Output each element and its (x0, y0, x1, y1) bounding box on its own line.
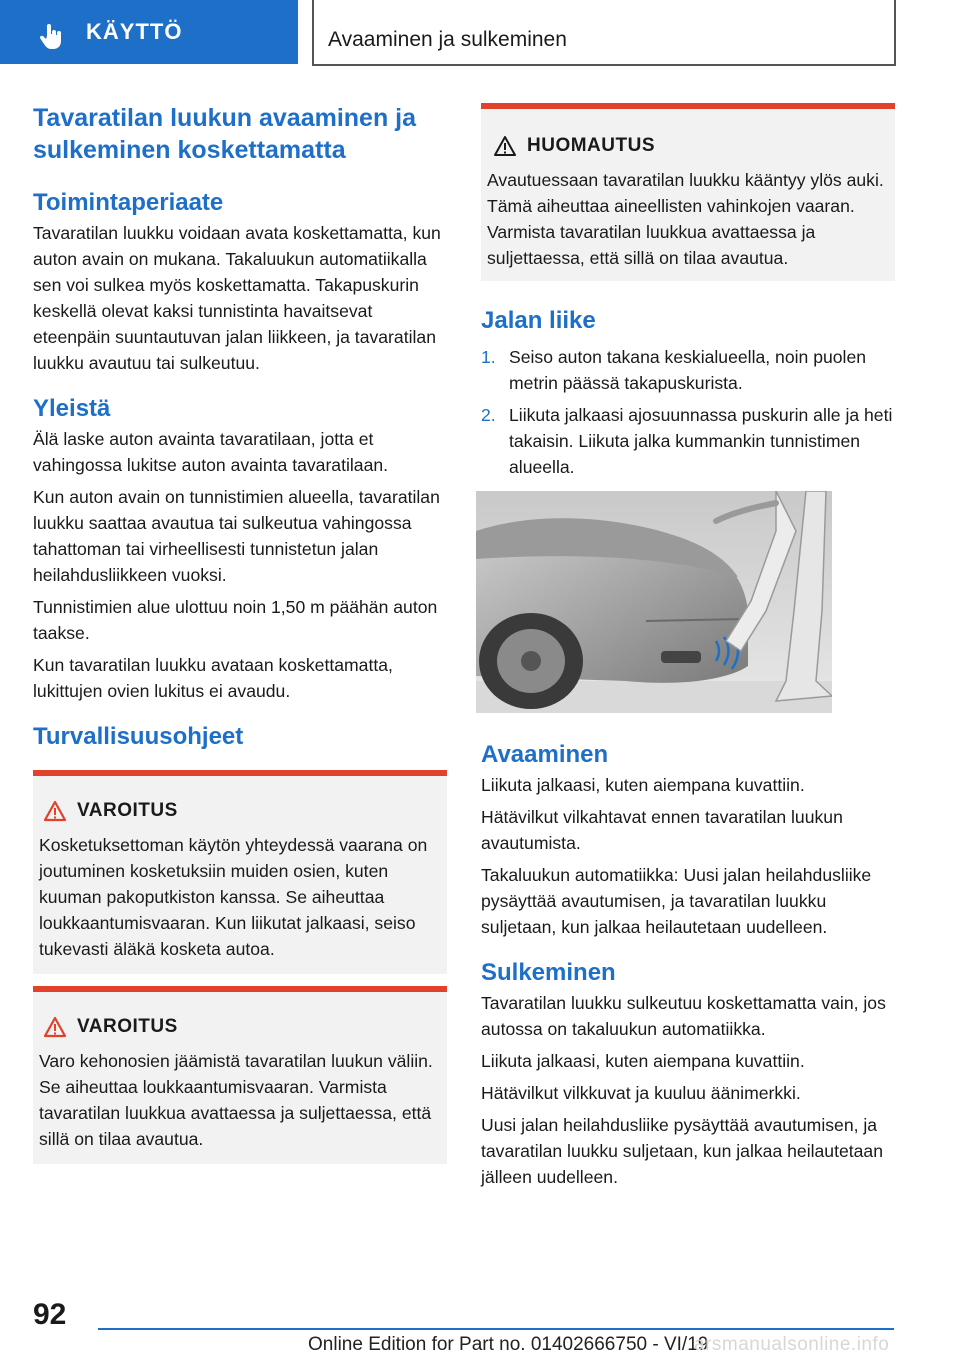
note-title: HUOMAUTUS (527, 135, 655, 156)
footer-rule (98, 1328, 894, 1330)
edition-text: Online Edition for Part no. 01402666750 - VI/19 (308, 1334, 709, 1355)
section-tab (0, 0, 298, 64)
opening-heading: Avaaminen (481, 741, 609, 768)
opening-text-3: Takaluukun automatiikka: Uusi jalan heilahdusliike pysäyttää avautumisen, ja tavaratilan luukku suljetaan, kun jalkaa heilautetaan uudelleen. (481, 865, 872, 937)
general-text-1: Älä laske auton avainta tavaratilaan, jotta et vahingossa lukitse auton avainta tavaratilaan. (33, 429, 389, 475)
closing-text-2: Liikuta jalkaasi, kuten aiempana kuvattiin. (481, 1051, 805, 1071)
closing-heading: Sulkeminen (481, 959, 616, 986)
warning-title: VAROITUS (77, 800, 178, 821)
list-item (481, 344, 897, 396)
warning-text: Kosketuksettoman käytön yhteydessä vaarana on joutuminen kosketuksiin muiden osien, kuten kuuman pakoputkiston kanssa. Se aiheuttaa loukkaantumisvaaran. Kun liikutat jalkaasi, seiso tukevasti äläkä kosketa autoa. (39, 835, 428, 959)
hand-pointer-icon (38, 22, 66, 50)
note-text: Avautuessaan tavaratilan luukku kääntyy ylös auki. Tämä aiheuttaa aineellisten vahinkojen vaaran. Varmista tavaratilan luukkua avattaessa ja suljettaessa, että sillä on tilaa avautua. (487, 170, 884, 268)
list-text: Seiso auton takana keskialueella, noin puolen metrin päässä takapuskurista. (509, 347, 867, 393)
list-item (481, 402, 897, 480)
opening-text-2: Hätävilkut vilkahtavat ennen tavaratilan luukun avautumista. (481, 807, 843, 853)
notice-triangle-icon (493, 135, 517, 157)
safety-heading: Turvallisuusohjeet (33, 723, 244, 750)
warning-text: Varo kehonosien jäämistä tavaratilan luukun väliin. Se aiheuttaa loukkaantumisvaaran. Varmista tavaratilan luukkua avattaessa ja suljettaessa, että sillä on tilaa avautua. (39, 1051, 433, 1149)
general-text-2: Kun auton avain on tunnistimien alueella, tavaratilan luukku saattaa avautua tai sulkeutua vahingossa tahattoman tai virheellisesti tunnistetun jalan heilahdusliikkeen vuoksi. (33, 487, 440, 585)
list-number: 2. (481, 405, 496, 425)
warning-box-2 (33, 986, 447, 1164)
left-column (33, 102, 449, 752)
right-column-lower (481, 740, 897, 1196)
general-heading: Yleistä (33, 395, 111, 422)
list-text: Liikuta jalkaasi ajosuunnassa puskurin alle ja heti takaisin. Liikuta jalka kummankin tunnistimen alueella. (509, 405, 893, 477)
page-header (312, 0, 896, 66)
warning-title: VAROITUS (77, 1016, 178, 1037)
warning-box-1 (33, 770, 447, 974)
general-text-4: Kun tavaratilan luukku avataan koskettamatta, lukittujen ovien lukitus ei avaudu. (33, 655, 393, 701)
closing-text-1: Tavaratilan luukku sulkeutuu koskettamatta vain, jos autossa on takaluukun automatiikka. (481, 993, 886, 1039)
warning-triangle-icon (43, 800, 67, 822)
principle-text: Tavaratilan luukku voidaan avata koskettamatta, kun auton avain on mukana. Takaluukun automatiikalla sen voi sulkea myös koskettamatta. Takapuskurin keskellä olevat kaksi tunnistinta havaitsevat eteenpäin suuntautuvan jalan liikkeen, ja tavaratilan luukku avautuu tai sulkeutuu. (33, 223, 441, 373)
warning-triangle-icon (43, 1016, 67, 1038)
main-title: Tavaratilan luukun avaaminen ja sulkeminen koskettamatta (33, 104, 417, 164)
foot-motion-heading: Jalan liike (481, 307, 596, 334)
car-rear-foot-image (476, 491, 832, 713)
closing-text-4: Uusi jalan heilahdusliike pysäyttää avautumisen, ja tavaratilan luukku suljetaan, kun jalkaa heilautetaan jälleen uudelleen. (481, 1115, 883, 1187)
principle-heading: Toimintaperiaate (33, 189, 224, 216)
general-text-3: Tunnistimien alue ulottuu noin 1,50 m päähän auton taakse. (33, 597, 438, 643)
watermark: arsmanualsonline.info (694, 1334, 890, 1355)
opening-text-1: Liikuta jalkaasi, kuten aiempana kuvattiin. (481, 775, 805, 795)
page-title: Avaaminen ja sulkeminen (328, 28, 567, 51)
list-number: 1. (481, 347, 496, 367)
car-sensor-illustration (476, 491, 832, 713)
page-number: 92 (33, 1298, 67, 1331)
note-box (481, 103, 895, 281)
closing-text-3: Hätävilkut vilkkuvat ja kuuluu äänimerkki. (481, 1083, 801, 1103)
right-column-upper (481, 306, 897, 480)
section-label: KÄYTTÖ (86, 19, 183, 44)
